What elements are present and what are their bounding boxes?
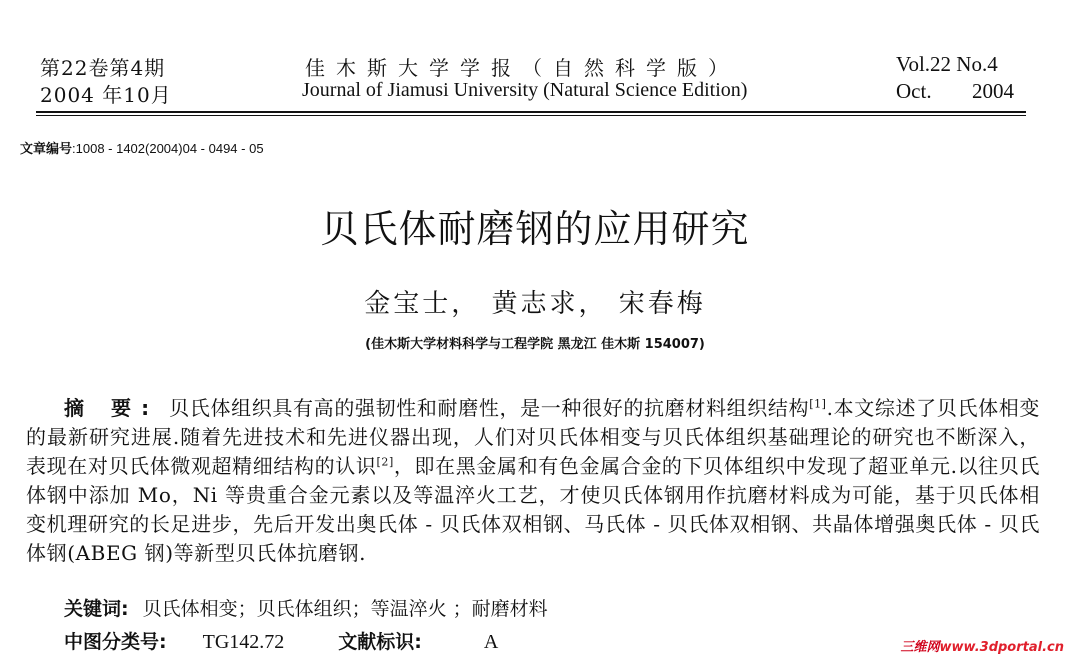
document-code-label: 文献标识:: [338, 631, 422, 653]
header-date-cn: 2004 年10月: [40, 83, 172, 107]
citation-2: [2]: [376, 455, 394, 469]
header-rule-thin: [36, 115, 1026, 116]
header-volume-en: Vol.22 No.4: [896, 52, 998, 76]
watermark-url: www.3dportal.cn: [939, 640, 1064, 655]
document-code-value: A: [483, 631, 499, 653]
classification-code: TG142.72: [202, 631, 285, 653]
keywords-value: 贝氏体相变；贝氏体组织；等温淬火 ；耐磨材料: [142, 598, 548, 620]
header-date-en: [896, 79, 1014, 104]
abstract-part-2: .本文综述了贝氏体相变的最新研究进展.随着先进技术和先进仪器出现，人们对贝氏体相变与贝氏体组织基础理论的研究也不断深入，表现在对贝氏体微观超精细结构的认识: [26, 396, 1040, 478]
header-rule-thick: [36, 111, 1026, 113]
classification: [64, 627, 498, 654]
watermark: [901, 636, 1065, 655]
header-journal-en: Journal of Jiamusi University (Natural Science Edition): [302, 79, 748, 101]
classification-label: 中图分类号:: [64, 631, 167, 653]
paper-authors: 金宝士， 黄志求， 宋春梅: [364, 289, 706, 319]
abstract-part-3: ，即在黑金属和有色金属合金的下贝体组织中发现了超亚单元.以往贝氏体钢中添加 Mo，Ni 等贵重合金元素以及等温淬火工艺，才使贝氏体钢用作抗磨材料成为可能，基于贝氏体相变机理研究的长足进步，先后开发出奥氏体 - 贝氏体双相钢、马氏体 - 贝氏体双相钢、共晶体增强奥氏体 - 贝氏体钢(ABEG 钢)等新型贝氏体抗磨钢.: [26, 454, 1040, 565]
paper-affiliation: (佳木斯大学材料科学与工程学院 黑龙江 佳木斯 154007): [365, 337, 705, 352]
header-volume-cn: 第22卷第4期: [40, 56, 166, 80]
abstract-label: 摘 要:: [64, 396, 160, 420]
header-year-en: 2004: [972, 79, 1014, 103]
paper-title: 贝氏体耐磨钢的应用研究: [320, 207, 750, 251]
keywords: [64, 594, 548, 621]
article-number-value: :1008 - 1402(2004)04 - 0494 - 05: [72, 141, 264, 156]
watermark-cn: 三维网: [900, 640, 940, 655]
article-number-label: 文章编号: [20, 141, 73, 156]
abstract: [26, 394, 1040, 568]
header-month-en: Oct.: [896, 79, 932, 103]
article-number: [20, 138, 264, 157]
keywords-label: 关键词:: [64, 598, 129, 620]
header-journal-cn: 佳木斯大学学报（自然科学版）: [305, 56, 739, 80]
abstract-part-1: 贝氏体组织具有高的强韧性和耐磨性，是一种很好的抗磨材料组织结构: [169, 396, 810, 420]
citation-1: [1]: [809, 397, 827, 411]
